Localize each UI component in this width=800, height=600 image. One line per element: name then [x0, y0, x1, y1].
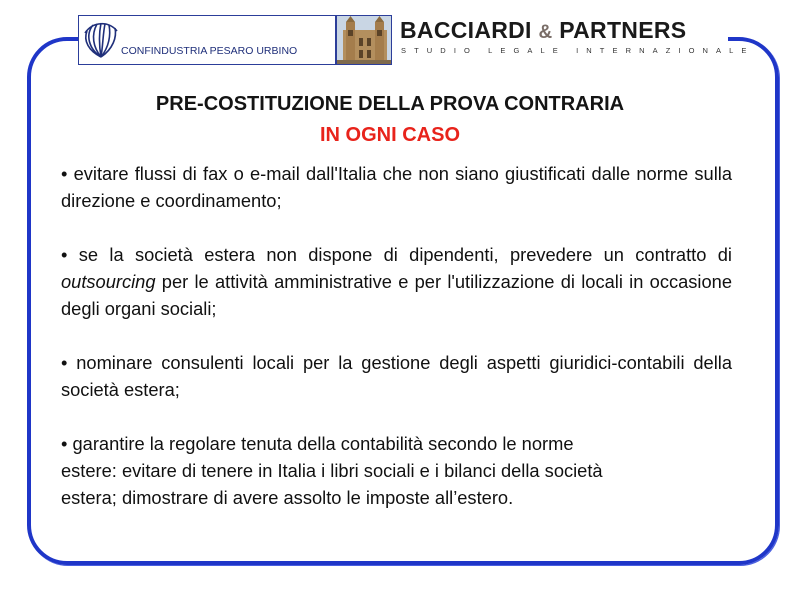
confindustria-label: CONFINDUSTRIA PESARO URBINO [121, 45, 298, 57]
bullet-contabilita [61, 430, 732, 511]
bullet-outsourcing [61, 241, 732, 322]
confindustria-shell-icon [81, 19, 121, 61]
confindustria-logo [78, 15, 336, 65]
palace-image-icon [337, 16, 392, 65]
firm-name-part2: PARTNERS [559, 17, 687, 43]
firm-name-ampersand: & [538, 22, 553, 43]
bullet-list [61, 160, 732, 511]
bullet-consulenti: • nominare consulenti locali per la gestione degli aspetti giuridici-contabili della società estera; [61, 352, 732, 400]
firm-name-part1: BACCIARDI [400, 17, 532, 43]
firm-name [400, 17, 686, 44]
bullet-outsourcing-text-b: per le attività amministrative e per l'utilizzazione di locali in occasione degli organi sociali; [61, 271, 732, 319]
slide-title: PRE-COSTITUZIONE DELLA PROVA CONTRARIA [155, 93, 625, 115]
bullet-outsourcing-text-a: • se la società estera non dispone di dipendenti, prevedere un contratto di [61, 244, 732, 265]
slide-subtitle: IN OGNI CASO [319, 124, 460, 146]
header-banner [78, 15, 755, 67]
bullet-fax-email: • evitare flussi di fax o e-mail dall'Italia che non siano giustificati dalle norme sulla direzione e coordinamento; [61, 163, 732, 211]
bullet-contabilita-line2: estere: evitare di tenere in Italia i libri sociali e i bilanci della società [61, 460, 603, 481]
bullet-outsourcing-emphasis: outsourcing [61, 271, 156, 292]
bullet-contabilita-line1: • garantire la regolare tenuta della contabilità secondo le norme [61, 433, 574, 454]
bullet-contabilita-line3: estera; dimostrare di avere assolto le imposte all’estero. [61, 487, 514, 508]
firm-subtitle: STUDIO LEGALE INTERNAZIONALE [401, 46, 755, 55]
building-photo [336, 15, 392, 65]
